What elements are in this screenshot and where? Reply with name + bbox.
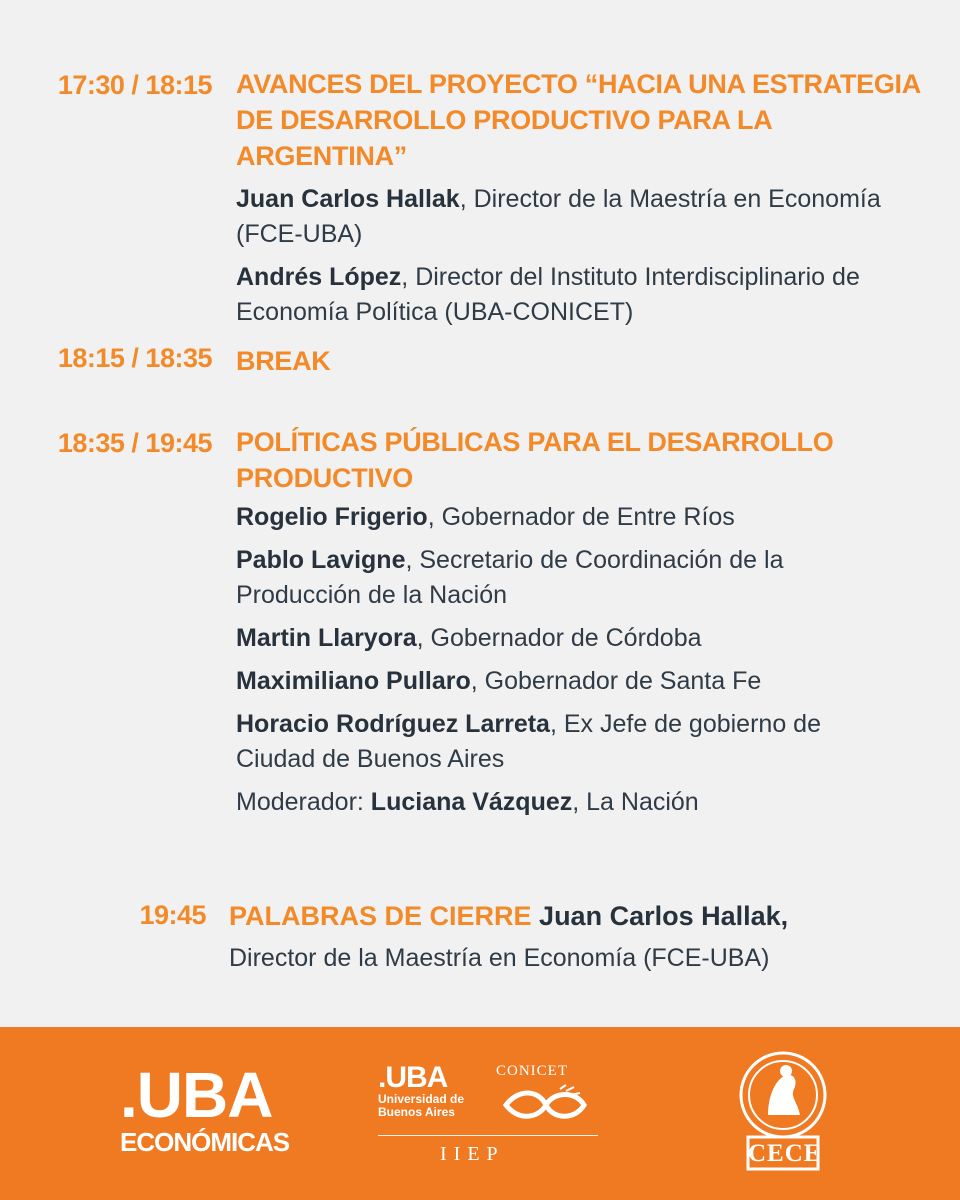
speaker-role: , Gobernador de Santa Fe [470,667,762,695]
iiep-logo: IIEP [440,1143,505,1165]
speaker-role: , Director del Instituto Interdisciplinario de [401,263,860,291]
speaker-role: , Gobernador de Córdoba [416,624,702,652]
moderator-name: Luciana Vázquez [370,788,573,816]
uba-economicas-logo [120,1059,290,1157]
speaker-name: Maximiliano Pullaro [236,667,471,695]
logo-text: .UBA [378,1061,448,1094]
agenda-time: 17:30 / 18:15 [57,70,212,100]
logo-text: Universidad de [378,1092,465,1106]
speaker-name: Juan Carlos Hallak [236,185,460,213]
title-line: DE DESARROLLO PRODUCTIVO PARA LA ARGENTINA” [236,105,772,171]
title-line: AVANCES DEL PROYECTO “HACIA UNA ESTRATEGIA [236,69,921,99]
speaker-role: Producción de la Nación [236,581,507,609]
speaker [236,260,936,330]
conicet-infinity-icon [496,1083,596,1123]
speaker-role: Economía Política (UBA-CONICET) [236,298,634,326]
title-line: PRODUCTIVO [236,463,414,493]
speaker-name: Andrés López [236,263,402,291]
agenda-title [236,66,936,174]
speaker [236,621,936,656]
agenda-time: 18:35 / 19:45 [57,428,212,458]
divider [378,1135,598,1136]
cece-logo [728,1045,838,1175]
speaker-name: Rogelio Frigerio [236,503,428,531]
speaker [236,664,936,699]
speaker-role: Ciudad de Buenos Aires [236,745,505,773]
speaker-name: Juan Carlos Hallak, [539,901,789,931]
title-line: POLÍTICAS PÚBLICAS PARA EL DESARROLLO [236,427,834,457]
speaker-role: , Secretario de Coordinación de la [405,546,784,574]
agenda-title [236,424,936,496]
conicet-logo: CONICET [496,1063,568,1079]
closing-title: PALABRAS DE CIERRE [229,901,532,931]
uba-conicet-iiep-logo [378,1063,598,1173]
speaker [236,543,936,613]
agenda-title: BREAK [236,346,331,376]
speaker-role: Director de la Maestría en Economía (FCE-UBA) [229,944,770,972]
speaker-name: Pablo Lavigne [236,546,406,574]
speaker-role: , Director de la Maestría en Economía [459,185,881,213]
agenda-time: 19:45 [139,900,206,930]
speaker-name: Martin Llaryora [236,624,417,652]
moderator [236,785,936,820]
logo-text: ECONÓMICAS [120,1127,290,1157]
closing-title-line [229,898,788,934]
speaker [236,500,936,535]
speaker [236,707,936,777]
speaker [236,182,936,252]
speaker-role: , Gobernador de Entre Ríos [427,503,735,531]
speaker-role: , Ex Jefe de gobierno de [549,710,821,738]
logo-text: Buenos Aires [378,1105,455,1119]
moderator-label: Moderador: [236,788,371,816]
agenda-time: 18:15 / 18:35 [57,343,212,373]
speaker-role: (FCE-UBA) [236,220,363,248]
footer-logos [0,1027,960,1200]
uba-logo [378,1063,464,1119]
speaker-name: Horacio Rodríguez Larreta [236,710,550,738]
moderator-affiliation: , La Nación [572,788,699,816]
cece-logo-text: CECE [748,1140,822,1167]
logo-text: .UBA [120,1059,273,1131]
